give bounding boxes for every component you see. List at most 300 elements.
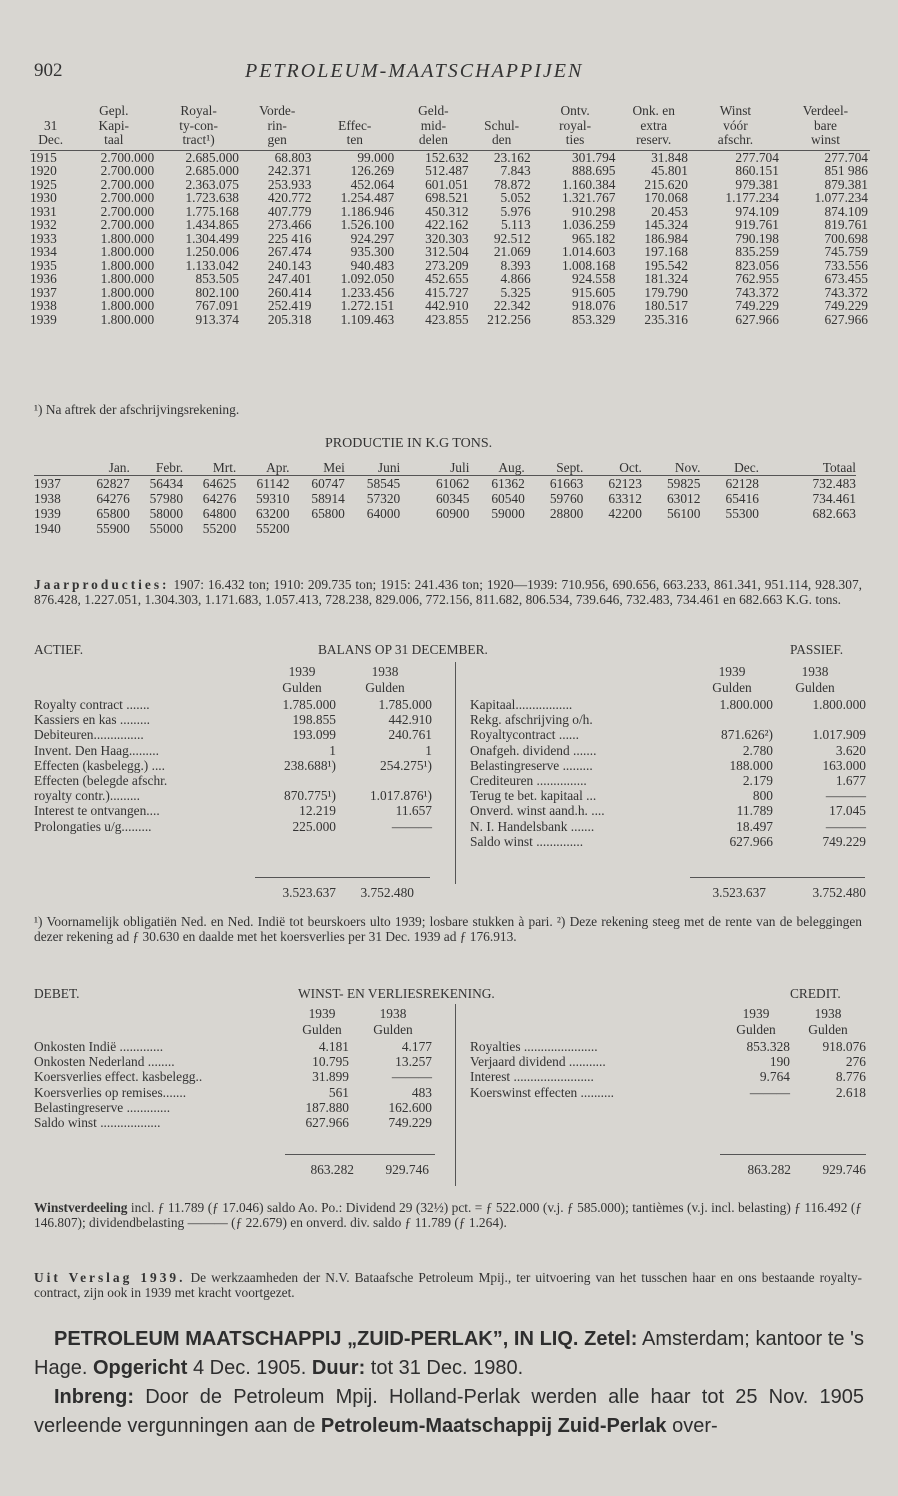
table-cell: 1939 bbox=[30, 311, 57, 327]
table-cell: 743.372 bbox=[824, 284, 868, 300]
ledger-value: 193.099 bbox=[292, 727, 336, 743]
ledger-label: Debiteuren............... bbox=[34, 727, 144, 743]
table-cell: 835.259 bbox=[735, 244, 779, 259]
year-header: 1938 bbox=[801, 664, 829, 679]
table-cell: 1938 bbox=[34, 491, 61, 506]
table-cell: 1939 bbox=[34, 506, 61, 521]
ledger-value: 2.780 bbox=[742, 742, 773, 758]
winstverdeeling-label: Winstverdeeling bbox=[34, 1200, 128, 1215]
ledger-value: 1.800.000 bbox=[812, 697, 866, 712]
table-cell: 62123 bbox=[608, 476, 642, 491]
table-cell: 1.250.006 bbox=[185, 244, 239, 259]
table-cell: 62827 bbox=[96, 476, 130, 491]
ledger-row bbox=[34, 819, 432, 834]
ledger-row bbox=[34, 1100, 432, 1115]
company-name: PETROLEUM MAATSCHAPPIJ „ZUID-PERLAK”, IN LIQ. bbox=[54, 1328, 579, 1350]
column-header: Totaal bbox=[822, 460, 856, 475]
ledger-row bbox=[34, 743, 432, 758]
table-cell: 1937 bbox=[34, 476, 61, 491]
table-row bbox=[30, 191, 870, 205]
column-header: Mei bbox=[323, 460, 345, 475]
ledger-label: Interest te ontvangen.... bbox=[34, 803, 160, 819]
table-row bbox=[30, 178, 870, 192]
year-header: 1938 bbox=[371, 664, 399, 679]
table-cell: 60540 bbox=[491, 491, 525, 506]
ledger-label: Kassiers en kas ......... bbox=[34, 712, 151, 728]
table-cell: 78.872 bbox=[493, 176, 531, 192]
column-header: Nov. bbox=[674, 460, 701, 475]
header-text: taal bbox=[104, 132, 124, 147]
passief-heading: PASSIEF. bbox=[790, 642, 844, 657]
ledger-label: N. I. Handelsbank ....... bbox=[470, 818, 595, 834]
table-cell: 57980 bbox=[149, 491, 184, 506]
table-cell: 58000 bbox=[149, 506, 184, 521]
inbreng-text: Door de Petroleum Mpij. Holland-Perlak werden alle haar tot 25 Nov. 1905 verleende vergunningen aan de bbox=[34, 1386, 864, 1437]
table-cell: 20.453 bbox=[651, 203, 688, 219]
debet-total-1938: 929.746 bbox=[385, 1162, 429, 1177]
table-cell: 63312 bbox=[608, 491, 642, 506]
table-cell: 60345 bbox=[435, 491, 470, 506]
ledger-row bbox=[470, 1085, 866, 1100]
column-header bbox=[690, 104, 781, 150]
table-cell: 512.487 bbox=[425, 163, 469, 178]
table-cell: 179.790 bbox=[644, 284, 688, 300]
table-cell: 2.700.000 bbox=[100, 176, 155, 192]
ledger-row bbox=[34, 712, 432, 727]
table-cell: 45.801 bbox=[651, 163, 688, 178]
ledger-value: 483 bbox=[411, 1084, 432, 1100]
ledger-value: 10.795 bbox=[312, 1054, 349, 1070]
ledger-value: 1.785.000 bbox=[378, 697, 432, 712]
ledger-value: ——— bbox=[825, 818, 866, 834]
table-cell: 734.461 bbox=[812, 491, 856, 506]
table-cell: 61362 bbox=[491, 476, 525, 491]
table-cell: 65416 bbox=[725, 491, 759, 506]
table-cell: 180.517 bbox=[644, 298, 688, 313]
ledger-row bbox=[470, 834, 866, 849]
table-cell: 195.542 bbox=[644, 257, 688, 273]
ledger-value: 17.045 bbox=[829, 803, 866, 819]
table-cell: 415.727 bbox=[425, 284, 469, 300]
table-cell: 68.803 bbox=[274, 149, 312, 165]
table-cell: 1.272.151 bbox=[340, 298, 395, 313]
actief-table bbox=[34, 697, 432, 834]
table-cell: 452.064 bbox=[350, 176, 395, 192]
table-cell: 31.848 bbox=[651, 149, 688, 165]
table-cell: 924.297 bbox=[350, 230, 395, 246]
table-row bbox=[30, 232, 870, 246]
ledger-value: 4.181 bbox=[318, 1039, 349, 1054]
column-header bbox=[396, 104, 470, 150]
ledger-label: Belastingreserve ......... bbox=[470, 757, 593, 773]
ledger-value: ——— bbox=[391, 818, 432, 834]
unit-header: Gulden bbox=[795, 680, 835, 695]
debet-table bbox=[34, 1039, 432, 1130]
unit-header: Gulden bbox=[282, 680, 322, 695]
table-cell: 55200 bbox=[202, 521, 237, 536]
table-cell: 1915 bbox=[30, 149, 57, 165]
table-cell: 55900 bbox=[96, 521, 130, 536]
table-cell: 627.966 bbox=[824, 311, 868, 327]
column-header bbox=[533, 104, 618, 150]
table-cell: 170.068 bbox=[644, 190, 688, 205]
column-header bbox=[34, 460, 77, 476]
header-text: 31 bbox=[43, 117, 58, 133]
table-cell bbox=[345, 521, 400, 536]
table-cell: 2.363.075 bbox=[185, 176, 239, 192]
table-cell: 277.704 bbox=[824, 149, 868, 165]
column-header: Oct. bbox=[619, 460, 642, 475]
header-text: Kapi- bbox=[98, 117, 130, 133]
table-cell: 273.209 bbox=[425, 257, 469, 273]
table-cell: 55200 bbox=[256, 521, 290, 536]
jaarproducties-paragraph bbox=[34, 577, 862, 607]
table-cell: 700.698 bbox=[824, 230, 868, 246]
table-cell: 1920 bbox=[30, 163, 57, 178]
ledger-value: 8.776 bbox=[835, 1069, 866, 1085]
table-cell: 4.866 bbox=[500, 271, 531, 286]
header-text: reserv. bbox=[636, 132, 672, 147]
ledger-value: 1.017.909 bbox=[812, 727, 866, 743]
table-cell: 59825 bbox=[666, 476, 701, 491]
table-header-row bbox=[34, 460, 856, 476]
table-cell: 62128 bbox=[725, 476, 759, 491]
table-header-row bbox=[30, 104, 870, 150]
ledger-value: 238.688¹) bbox=[284, 757, 336, 773]
opgericht-text: 4 Dec. 1905. bbox=[187, 1357, 307, 1379]
table-cell: 823.056 bbox=[735, 257, 779, 273]
ledger-value: 163.000 bbox=[822, 757, 866, 773]
ledger-value: 1.785.000 bbox=[282, 697, 336, 712]
unit-header: Gulden bbox=[373, 1022, 413, 1037]
table-cell: 240.143 bbox=[267, 257, 312, 273]
table-cell: 407.779 bbox=[267, 203, 312, 219]
unit-header: Gulden bbox=[302, 1022, 342, 1037]
ledger-value: 442.910 bbox=[388, 712, 432, 728]
table-cell: 320.303 bbox=[425, 230, 469, 246]
table-cell: 1.233.456 bbox=[340, 284, 395, 300]
table-row bbox=[34, 521, 856, 536]
credit-total-1938: 929.746 bbox=[822, 1162, 866, 1177]
ledger-value: 2.618 bbox=[835, 1084, 866, 1100]
ledger-label: Onkosten Indië ............. bbox=[34, 1039, 164, 1054]
jaarproducties-text: 1907: 16.432 ton; 1910: 209.735 ton; 1915: 241.436 ton; 1920—1939: 710.956, 690.656, 663.233, 861.341, 951.114, 928.307, 876.428, 1.227.051, 1.304.303, 1.171.683, 1.057.413, 728.238, 829.006, 772.156, 811.682, 806.534, 739.646, 732.483, 734.461 en 682.663 K.G. tons. bbox=[34, 577, 862, 607]
table-cell: 762.955 bbox=[735, 271, 779, 286]
header-text: ten bbox=[346, 132, 363, 147]
table-cell: 5.052 bbox=[500, 190, 531, 205]
table-cell: 601.051 bbox=[425, 176, 469, 192]
table-cell: 252.419 bbox=[267, 298, 312, 313]
table-cell: 65800 bbox=[311, 506, 345, 521]
table-cell bbox=[642, 521, 701, 536]
ledger-value: ——— bbox=[391, 1069, 432, 1085]
ledger-row bbox=[34, 773, 432, 788]
verslag-paragraph bbox=[34, 1270, 862, 1300]
winstverdeeling-text: incl. ƒ 11.789 (ƒ 17.046) saldo Ao. Po.: Dividend 29 (32½) pct. = ƒ 522.000 (v.j. ƒ 585.000); tantièmes (v.j. incl. belasting) ƒ 116.492 (ƒ 146.807); dividendbelasting ——— (ƒ 22.679) en onverd. div. saldo ƒ 11.789 (ƒ 1.264). bbox=[34, 1200, 862, 1230]
table-cell: 59000 bbox=[491, 506, 525, 521]
table-cell: 61062 bbox=[435, 476, 470, 491]
table-cell: 205.318 bbox=[267, 311, 312, 327]
table-cell: 749.229 bbox=[735, 298, 779, 313]
table-cell: 1.434.865 bbox=[185, 217, 239, 232]
table-cell: 22.342 bbox=[493, 298, 531, 313]
table-row bbox=[34, 491, 856, 506]
table-cell: 247.401 bbox=[267, 271, 312, 286]
ledger-row bbox=[470, 819, 866, 834]
table-cell: 1938 bbox=[30, 298, 57, 313]
table-cell: 2.685.000 bbox=[185, 149, 239, 165]
ledger-value: 749.229 bbox=[822, 833, 866, 849]
table-cell: 733.556 bbox=[824, 257, 868, 273]
ledger-value: 198.855 bbox=[292, 712, 336, 728]
unit-header: Gulden bbox=[712, 680, 752, 695]
table-cell: 59760 bbox=[549, 491, 584, 506]
table-cell: 59310 bbox=[256, 491, 290, 506]
balans-footnote: ¹) Voornamelijk obligatiën Ned. en Ned. Indië tot beurskoers ulto 1939; losbare stukken à pari. ²) Deze rekening steeg met de rente van de beleggingen dezer rekening ad ƒ 30.630 en daalde met het koersverlies per 31 Dec. 1939 ad ƒ 176.913. bbox=[34, 914, 862, 944]
table-cell bbox=[583, 521, 642, 536]
ledger-value: 12.219 bbox=[299, 803, 336, 819]
table-cell: 61142 bbox=[256, 476, 290, 491]
table-cell: 935.300 bbox=[350, 244, 395, 259]
header-text: Vorde- bbox=[259, 103, 296, 118]
ledger-value: 800 bbox=[752, 788, 773, 804]
column-header: Juli bbox=[450, 460, 470, 475]
ledger-row bbox=[34, 697, 432, 712]
table-cell: 63012 bbox=[666, 491, 701, 506]
column-header: Juni bbox=[377, 460, 401, 475]
table-cell: 743.372 bbox=[735, 284, 779, 300]
production-table bbox=[34, 460, 856, 536]
table-cell: 301.794 bbox=[571, 149, 616, 165]
table-cell: 212.256 bbox=[487, 311, 531, 327]
table-cell: 145.324 bbox=[644, 217, 688, 232]
table-cell: 1.800.000 bbox=[100, 271, 155, 286]
header-text: winst bbox=[810, 132, 840, 147]
column-header: Febr. bbox=[155, 460, 184, 475]
passief-table bbox=[470, 697, 866, 849]
column-header bbox=[471, 104, 533, 150]
column-header bbox=[71, 104, 156, 150]
ledger-row bbox=[34, 727, 432, 742]
table-cell: 242.371 bbox=[267, 163, 312, 178]
opgericht-label: Opgericht bbox=[92, 1357, 188, 1379]
column-header: Jan. bbox=[108, 460, 130, 475]
column-header bbox=[156, 104, 241, 150]
header-text: tract¹) bbox=[182, 132, 215, 147]
ledger-row bbox=[470, 697, 866, 712]
table-cell: 126.269 bbox=[350, 163, 395, 178]
ledger-row bbox=[34, 803, 432, 818]
ledger-value: 2.179 bbox=[742, 773, 773, 789]
table-cell: 627.966 bbox=[735, 311, 779, 327]
table-cell: 2.700.000 bbox=[100, 217, 155, 232]
zetel-text: Amsterdam; kantoor te 's Hage. bbox=[34, 1328, 864, 1379]
production-title: PRODUCTIE IN K.G TONS. bbox=[325, 436, 493, 451]
header-text: mid- bbox=[420, 117, 447, 133]
header-text: rin- bbox=[267, 117, 287, 133]
ledger-label: Effecten (belegde afschr. bbox=[34, 773, 168, 789]
table-cell: 64000 bbox=[366, 506, 401, 521]
table-cell: 55000 bbox=[149, 521, 184, 536]
ledger-value: 1 bbox=[329, 742, 336, 758]
table-cell: 21.069 bbox=[493, 244, 531, 259]
table-cell: 1.800.000 bbox=[100, 284, 155, 300]
ledger-value: 627.966 bbox=[729, 833, 773, 849]
table-cell: 28800 bbox=[549, 506, 584, 521]
column-header bbox=[313, 104, 396, 150]
jaarproducties-label: Jaarproducties: bbox=[34, 577, 170, 592]
table-row bbox=[30, 299, 870, 313]
table-row bbox=[30, 272, 870, 286]
table-cell: 1931 bbox=[30, 203, 57, 219]
table-cell: 57320 bbox=[366, 491, 401, 506]
year-header: 1939 bbox=[718, 664, 746, 679]
credit-heading: CREDIT. bbox=[790, 986, 841, 1001]
table-cell: 420.772 bbox=[267, 190, 312, 205]
table-cell: 1.800.000 bbox=[100, 244, 155, 259]
ledger-row bbox=[470, 1039, 866, 1054]
header-text: Dec. bbox=[38, 132, 64, 147]
header-text: Royal- bbox=[180, 103, 217, 118]
unit-header: Gulden bbox=[736, 1022, 776, 1037]
ledger-row bbox=[470, 758, 866, 773]
table-cell: 1935 bbox=[30, 257, 57, 273]
table-cell: 874.109 bbox=[824, 203, 868, 219]
table-cell bbox=[700, 521, 759, 536]
table-cell bbox=[400, 521, 469, 536]
passief-total-1939: 3.523.637 bbox=[712, 885, 766, 900]
ledger-value bbox=[336, 773, 432, 788]
ledger-value: 162.600 bbox=[388, 1099, 432, 1115]
page-number: 902 bbox=[34, 60, 63, 81]
actief-total-1938: 3.752.480 bbox=[360, 885, 414, 900]
table-cell: 1933 bbox=[30, 230, 57, 246]
ledger-label: Invent. Den Haag......... bbox=[34, 742, 159, 758]
ledger-label: Saldo winst .................. bbox=[34, 1115, 161, 1131]
table-cell: 64276 bbox=[202, 491, 237, 506]
ledger-value: 1.677 bbox=[835, 773, 866, 789]
table-cell: 1.036.259 bbox=[561, 217, 616, 232]
ledger-value: 188.000 bbox=[729, 757, 773, 773]
table-cell: 1.109.463 bbox=[340, 311, 395, 327]
column-header bbox=[618, 104, 690, 150]
ledger-row bbox=[34, 1085, 432, 1100]
table-cell: 745.759 bbox=[824, 244, 868, 259]
ledger-label: Onafgeh. dividend ....... bbox=[470, 742, 597, 758]
table-cell: 197.168 bbox=[644, 244, 688, 259]
actief-total-1939: 3.523.637 bbox=[282, 885, 336, 900]
ledger-row bbox=[470, 712, 866, 727]
ledger-row bbox=[470, 788, 866, 803]
table-cell: 860.151 bbox=[735, 163, 779, 178]
table-cell: 64800 bbox=[202, 506, 237, 521]
ledger-value: 18.497 bbox=[736, 818, 773, 834]
column-header bbox=[781, 104, 870, 150]
table-row bbox=[34, 476, 856, 492]
table-cell: 181.324 bbox=[644, 271, 688, 286]
table-row bbox=[30, 218, 870, 232]
inbreng-label: Inbreng: bbox=[54, 1386, 134, 1408]
table-cell: 312.504 bbox=[425, 244, 469, 259]
ledger-label: Koersverlies op remises....... bbox=[34, 1084, 187, 1100]
table-cell: 1.321.767 bbox=[561, 190, 616, 205]
table-cell bbox=[525, 521, 584, 536]
table-cell: 913.374 bbox=[195, 311, 239, 327]
table-cell: 56100 bbox=[666, 506, 701, 521]
table-row bbox=[30, 164, 870, 178]
table-cell: 853.329 bbox=[571, 311, 616, 327]
table-footnote: ¹) Na aftrek der afschrijvingsrekening. bbox=[34, 402, 240, 417]
table-cell: 225 416 bbox=[267, 230, 312, 246]
header-text: Geld- bbox=[418, 103, 449, 118]
table-cell: 1.254.487 bbox=[340, 190, 395, 205]
table-cell: 1.133.042 bbox=[185, 257, 239, 273]
table-cell: 767.091 bbox=[195, 298, 239, 313]
year-header: 1939 bbox=[742, 1006, 770, 1021]
header-text: Ontv. bbox=[560, 103, 590, 118]
table-cell: 152.632 bbox=[425, 149, 469, 165]
column-header bbox=[30, 104, 71, 150]
table-cell: 682.663 bbox=[812, 506, 856, 521]
table-cell: 442.910 bbox=[425, 298, 469, 313]
header-text: extra bbox=[640, 117, 668, 133]
ledger-label: Prolongaties u/g......... bbox=[34, 818, 152, 834]
table-cell: 64276 bbox=[96, 491, 130, 506]
ledger-value: 31.899 bbox=[312, 1069, 349, 1085]
table-cell: 1.800.000 bbox=[100, 311, 155, 327]
table-cell: 215.620 bbox=[644, 176, 688, 192]
balans-title: BALANS OP 31 DECEMBER. bbox=[318, 642, 488, 657]
ledger-value: 561 bbox=[328, 1084, 349, 1100]
column-header: Sept. bbox=[556, 460, 584, 475]
ledger-row bbox=[34, 758, 432, 773]
zetel-label: Zetel: bbox=[584, 1328, 638, 1350]
table-cell: 1.177.234 bbox=[725, 190, 779, 205]
credit-table bbox=[470, 1039, 866, 1100]
ledger-label: Interest ........................ bbox=[470, 1069, 594, 1085]
table-cell: 1.775.168 bbox=[185, 203, 239, 219]
year-header: 1939 bbox=[308, 1006, 336, 1021]
verslag-label: Uit Verslag 1939. bbox=[34, 1270, 186, 1285]
ledger-value: 187.880 bbox=[305, 1099, 349, 1115]
ledger-value: 1.017.876¹) bbox=[369, 788, 432, 804]
header-text: Winst bbox=[719, 103, 752, 118]
table-cell: 423.855 bbox=[425, 311, 469, 327]
ledger-value: 1 bbox=[425, 742, 432, 758]
ledger-label: Onkosten Nederland ........ bbox=[34, 1054, 175, 1070]
header-text: gen bbox=[267, 132, 287, 147]
inbreng-end: over- bbox=[666, 1415, 718, 1437]
table-cell: 60747 bbox=[311, 476, 345, 491]
table-cell: 92.512 bbox=[493, 230, 531, 246]
table-cell: 277.704 bbox=[735, 149, 779, 165]
table-row bbox=[30, 259, 870, 273]
table-cell: 919.761 bbox=[735, 217, 779, 232]
page-title: PETROLEUM-MAATSCHAPPIJEN bbox=[245, 60, 584, 82]
ledger-value: 749.229 bbox=[388, 1115, 432, 1131]
table-cell: 698.521 bbox=[425, 190, 469, 205]
balans-total-rule bbox=[690, 877, 865, 878]
table-cell: 1.014.603 bbox=[561, 244, 616, 259]
table-cell: 1930 bbox=[30, 190, 57, 205]
table-cell: 749.229 bbox=[824, 298, 868, 313]
ledger-value: 254.275¹) bbox=[380, 757, 432, 773]
table-cell: 888.695 bbox=[571, 163, 616, 178]
table-cell: 1940 bbox=[34, 521, 61, 536]
verslag-text: De werkzaamheden der N.V. Bataafsche Petroleum Mpij., ter uitvoering van het tusschen haar en ons bestaande royalty-contract, zijn ook in 1939 met kracht voortgezet. bbox=[34, 1270, 862, 1300]
ledger-label: Onverd. winst aand.h. .... bbox=[470, 803, 605, 819]
year-header: 1939 bbox=[288, 664, 316, 679]
